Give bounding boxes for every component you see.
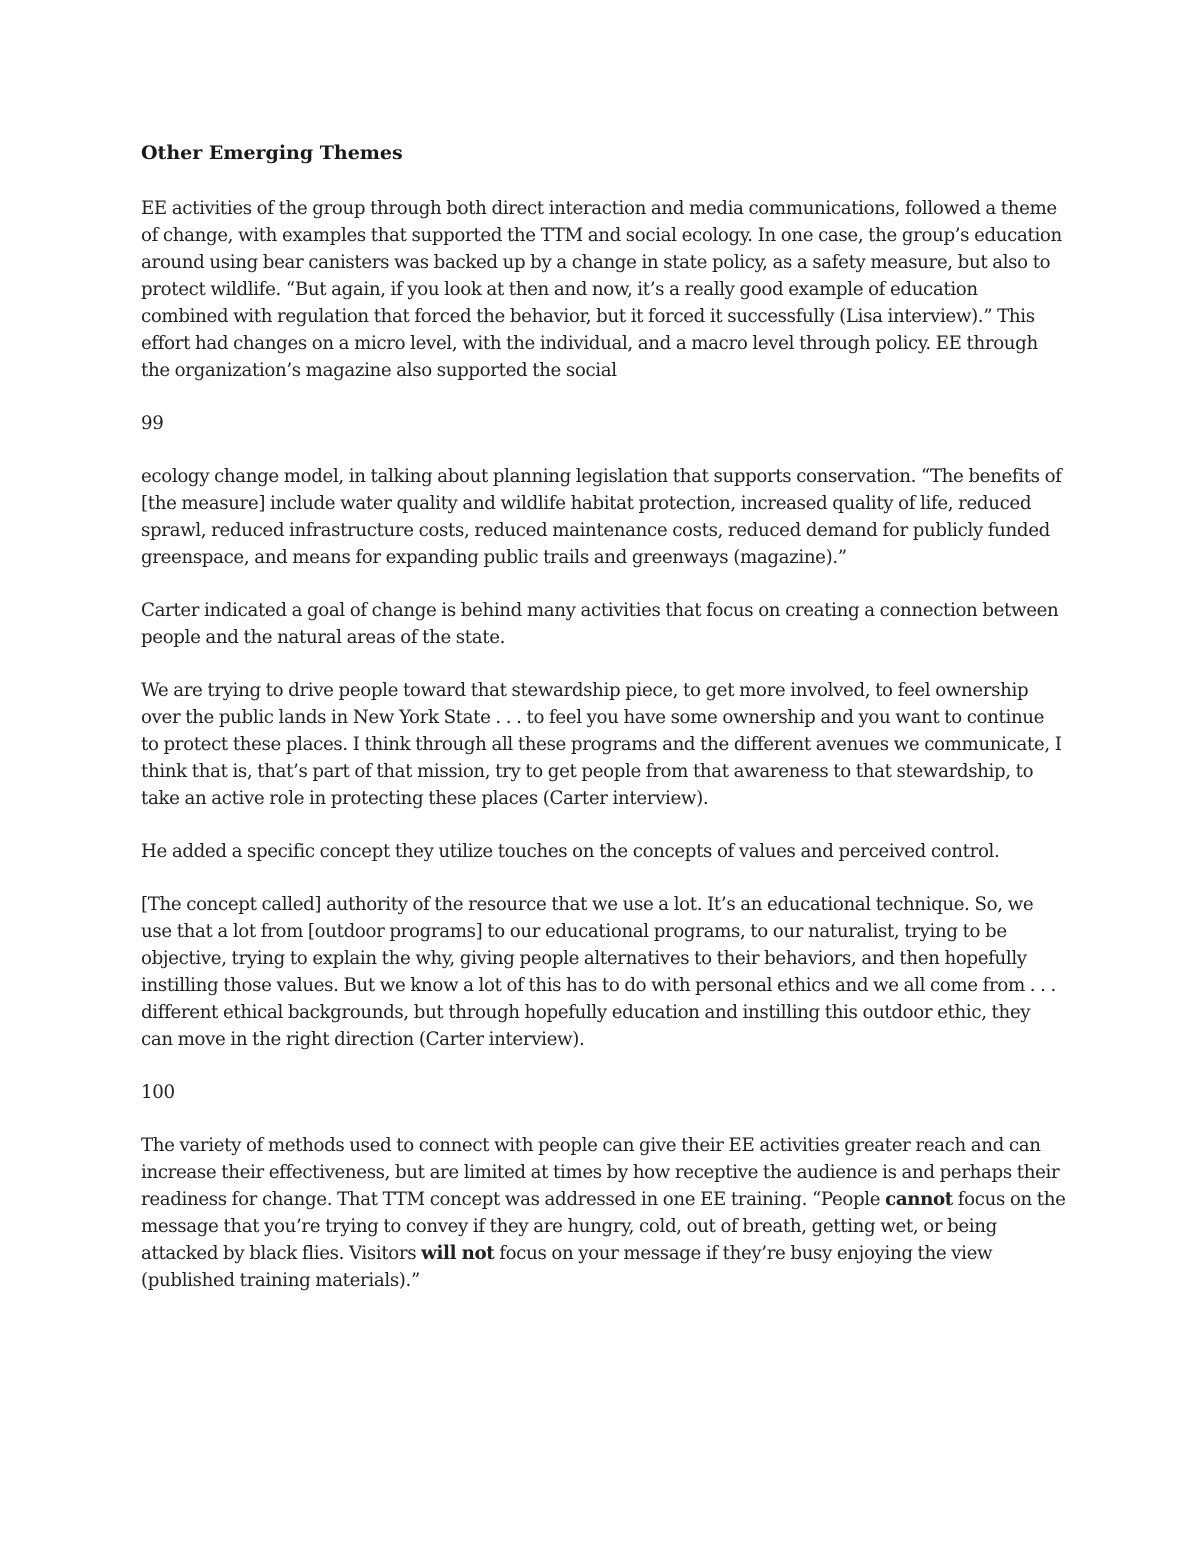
page-number-99: 99 — [141, 413, 164, 434]
paragraph-7 — [141, 1132, 1066, 1294]
paragraph-7-part-2: focus on the message that you’re trying to convey if they are hungry, cold, out of breath, getting wet, or being attacked by black flies. Visitors — [141, 1189, 1066, 1264]
paragraph-2: ecology change model, in talking about planning legislation that supports conservation. “The benefits of [the measure] include water quality and wildlife habitat protection, increased quality of life, reduced sprawl, reduced infrastructure costs, reduced maintenance costs, reduced demand for publicly funded greenspace, and means for expanding public trails and greenways (magazine).” — [141, 466, 1062, 568]
paragraph-3: Carter indicated a goal of change is behind many activities that focus on creating a connection between people and the natural areas of the state. — [141, 600, 1059, 648]
document-body — [141, 140, 1066, 1294]
page-number-100: 100 — [141, 1082, 175, 1103]
quote-block-2: [The concept called] authority of the resource that we use a lot. It’s an educational technique. So, we use that a lot from [outdoor programs] to our educational programs, to our naturalist, trying to be objective, trying to explain the why, giving people alternatives to their behaviors, and then hopefully instilling those values. But we know a lot of this has to do with personal ethics and we all come from . . . different ethical backgrounds, but through hopefully education and instilling this outdoor ethic, they can move in the right direction (Carter interview). — [141, 894, 1056, 1050]
paragraph-7-part-3: focus on your message if they’re busy enjoying the view (published training materials).” — [141, 1243, 993, 1291]
emphasis-will-not: will not — [421, 1243, 495, 1264]
emphasis-cannot: cannot — [885, 1189, 953, 1210]
paragraph-7-part-1: The variety of methods used to connect with people can give their EE activities greater reach and can increase their effectiveness, but are limited at times by how receptive the audience is and perhaps their readiness for change. That TTM concept was addressed in one EE training. “People — [141, 1135, 1060, 1210]
quote-block-1: We are trying to drive people toward that stewardship piece, to get more involved, to feel ownership over the public lands in New York State . . . to feel you have some ownership and you want to continue to protect these places. I think through all these programs and the different avenues we communicate, I think that is, that’s part of that mission, try to get people from that awareness to that stewardship, to take an active role in protecting these places (Carter interview). — [141, 680, 1062, 809]
paragraph-5: He added a specific concept they utilize touches on the concepts of values and perceived control. — [141, 841, 1000, 862]
paragraph-1: EE activities of the group through both direct interaction and media communications, followed a theme of change, with examples that supported the TTM and social ecology. In one case, the group’s education around using bear canisters was backed up by a change in state policy, as a safety measure, but also to protect wildlife. “But again, if you look at then and now, it’s a really good example of education combined with regulation that forced the behavior, but it forced it successfully (Lisa interview).” This effort had changes on a micro level, with the individual, and a macro level through policy. EE through the organization’s magazine also supported the social — [141, 198, 1062, 381]
section-heading: Other Emerging Themes — [141, 142, 403, 164]
